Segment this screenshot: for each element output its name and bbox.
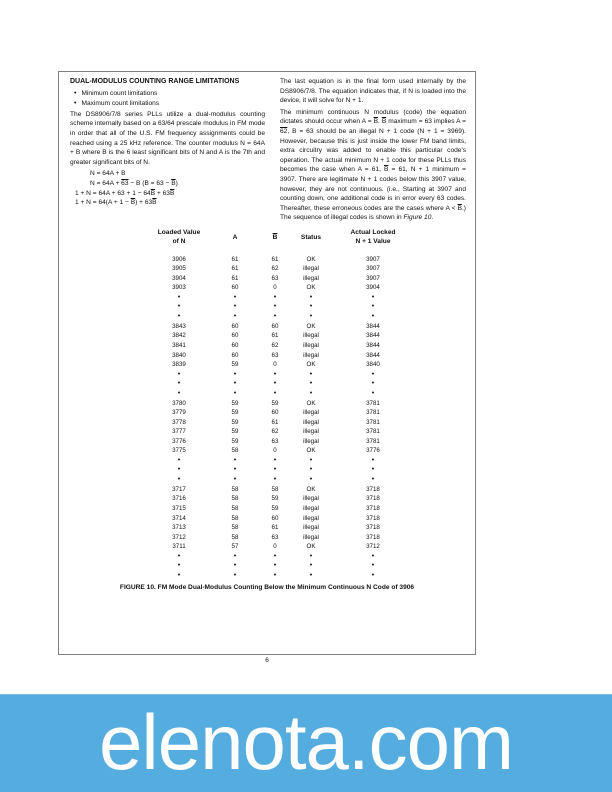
- overline-term: 62: [280, 127, 288, 135]
- table-row: [150, 283, 412, 293]
- cell-b-bar: 59: [271, 505, 279, 513]
- cell-a: 58: [231, 485, 239, 493]
- overline-term: $\overline{B}$: [384, 166, 389, 174]
- text-run: .: [377, 118, 382, 126]
- cell-loaded-value: •: [177, 552, 181, 560]
- table-row: [150, 427, 412, 437]
- cell-b-bar: •: [273, 293, 277, 301]
- cell-status: •: [309, 293, 313, 301]
- overline-term: $\overline{B}$: [373, 118, 378, 126]
- cell-b-bar: •: [273, 312, 277, 320]
- cell-b-bar: 63: [271, 437, 279, 445]
- equation-4: [70, 198, 265, 208]
- cell-a: •: [233, 456, 237, 464]
- cell-status: OK: [306, 284, 316, 292]
- overline-term: $\overline{B}$: [169, 189, 175, 197]
- cell-loaded-value: 3717: [172, 485, 186, 493]
- table-row: [150, 542, 412, 552]
- table-row: [150, 350, 412, 360]
- cell-a: 58: [231, 524, 239, 532]
- cell-status: •: [309, 370, 313, 378]
- cell-status: •: [309, 466, 313, 474]
- text-run: maximum = 63 implies A =: [386, 118, 467, 126]
- cell-b-bar: 62: [271, 428, 279, 436]
- cell-status: illegal: [303, 265, 319, 273]
- figure-caption: FIGURE 10. FM Mode Dual-Modulus Counting Below the Minimum Continuous N Code of 3906: [119, 584, 415, 591]
- cell-loaded-value: 3778: [172, 418, 186, 426]
- cell-b-bar: •: [273, 552, 277, 560]
- cell-actual-value: •: [371, 476, 375, 484]
- cell-loaded-value: 3906: [172, 255, 186, 263]
- cell-a: •: [233, 293, 237, 301]
- limitations-list: [70, 89, 265, 109]
- cell-a: 57: [231, 543, 239, 551]
- cell-a: 59: [231, 409, 239, 417]
- cell-loaded-value: •: [177, 380, 181, 388]
- cell-a: 60: [231, 284, 239, 292]
- cell-actual-value: 3718: [366, 485, 380, 493]
- cell-actual-value: 3844: [366, 351, 380, 359]
- cell-b-bar: 61: [271, 418, 279, 426]
- header-text: Loaded Value: [157, 229, 201, 236]
- overline-term: 63: [121, 179, 129, 187]
- table-row: [150, 408, 412, 418]
- left-column: [70, 77, 265, 208]
- cell-actual-value: 3781: [366, 409, 380, 417]
- text-run: .) The sequence of illegal codes is shown in: [280, 204, 466, 222]
- cell-b-bar: 0: [273, 361, 277, 369]
- header-text: of N: [172, 238, 186, 246]
- overline-term: $\overline{B}$: [457, 204, 462, 212]
- table-row: [150, 370, 412, 380]
- cell-loaded-value: 3841: [172, 341, 186, 349]
- cell-b-bar: •: [273, 476, 277, 484]
- right-column: [280, 77, 466, 225]
- header-text: N + 1 Value: [355, 238, 391, 246]
- cell-a: 59: [231, 399, 239, 407]
- cell-actual-value: 3776: [366, 447, 380, 455]
- cell-loaded-value: 3780: [172, 399, 186, 407]
- cell-status: illegal: [303, 409, 319, 417]
- table-header-row: [150, 228, 412, 254]
- cell-loaded-value: 3843: [172, 322, 186, 330]
- table-row: [150, 533, 412, 543]
- cell-b-bar: 0: [273, 543, 277, 551]
- header-b-bar: [262, 228, 288, 254]
- table-row: [150, 571, 412, 581]
- cell-b-bar: 0: [273, 447, 277, 455]
- cell-status: illegal: [303, 437, 319, 445]
- table-row: [150, 437, 412, 447]
- cell-loaded-value: 3775: [172, 447, 186, 455]
- table-row: [150, 446, 412, 456]
- header-a: A: [232, 233, 238, 241]
- cell-a: 58: [231, 447, 239, 455]
- cell-actual-value: •: [371, 466, 375, 474]
- cell-loaded-value: 3714: [172, 514, 186, 522]
- table-row: [150, 379, 412, 389]
- table-body: [150, 254, 412, 580]
- cell-b-bar: 60: [271, 409, 279, 417]
- cell-status: •: [309, 562, 313, 570]
- cell-b-bar: 62: [271, 341, 279, 349]
- cell-b-bar: •: [273, 466, 277, 474]
- cell-b-bar: 63: [271, 533, 279, 541]
- cell-actual-value: •: [371, 293, 375, 301]
- cell-actual-value: 3718: [366, 495, 380, 503]
- cell-actual-value: 3712: [366, 543, 380, 551]
- cell-status: •: [309, 303, 313, 311]
- cell-loaded-value: •: [177, 456, 181, 464]
- table-row: [150, 293, 412, 303]
- cell-b-bar: •: [273, 389, 277, 397]
- table-row: [150, 494, 412, 504]
- cell-actual-value: •: [371, 303, 375, 311]
- cell-a: •: [233, 303, 237, 311]
- cell-actual-value: 3718: [366, 505, 380, 513]
- equation-1: [70, 169, 265, 179]
- cell-actual-value: 3844: [366, 322, 380, 330]
- equation-text: ): [175, 179, 178, 187]
- cell-b-bar: 60: [271, 514, 279, 522]
- cell-status: OK: [306, 399, 316, 407]
- table-row: [150, 254, 412, 264]
- cell-actual-value: 3844: [366, 332, 380, 340]
- cell-loaded-value: 3842: [172, 332, 186, 340]
- cell-a: 58: [231, 495, 239, 503]
- cell-status: illegal: [303, 514, 319, 522]
- text-run: The minimum continuous N modulus (code) the equation dictates should occur when A =: [280, 108, 466, 126]
- cell-b-bar: 61: [271, 332, 279, 340]
- cell-b-bar: •: [273, 370, 277, 378]
- cell-status: OK: [306, 361, 316, 369]
- minimum-modulus-paragraph: [280, 108, 466, 223]
- table-row: [150, 274, 412, 284]
- table-row: [150, 485, 412, 495]
- cell-a: 58: [231, 514, 239, 522]
- table-row: [150, 398, 412, 408]
- cell-status: •: [309, 312, 313, 320]
- cell-status: illegal: [303, 533, 319, 541]
- cell-loaded-value: •: [177, 476, 181, 484]
- cell-status: OK: [306, 543, 316, 551]
- cell-a: •: [233, 562, 237, 570]
- cell-a: 60: [231, 332, 239, 340]
- header-loaded-value: [150, 228, 208, 254]
- cell-actual-value: •: [371, 572, 375, 579]
- cell-status: illegal: [303, 428, 319, 436]
- cell-a: •: [233, 552, 237, 560]
- cell-actual-value: •: [371, 380, 375, 388]
- cell-loaded-value: 3839: [172, 361, 186, 369]
- cell-b-bar: 62: [271, 265, 279, 273]
- cell-actual-value: •: [371, 312, 375, 320]
- cell-a: 59: [231, 428, 239, 436]
- cell-loaded-value: 3711: [172, 543, 186, 551]
- table-row: [150, 475, 412, 485]
- section-heading: DUAL-MODULUS COUNTING RANGE LIMITATIONS: [70, 78, 240, 85]
- cell-actual-value: •: [371, 370, 375, 378]
- bullet-item: • Maximum count limitations: [70, 99, 265, 109]
- cell-actual-value: 3844: [366, 341, 380, 349]
- cell-actual-value: •: [371, 562, 375, 570]
- cell-a: 61: [231, 265, 239, 273]
- table-row: [150, 561, 412, 571]
- cell-b-bar: •: [273, 562, 277, 570]
- table-row: [150, 331, 412, 341]
- cell-loaded-value: •: [177, 370, 181, 378]
- header-status: Status: [300, 233, 322, 241]
- banner-logo-text[interactable]: elenota.com: [99, 697, 513, 786]
- header-text: $\overline{B}$: [272, 233, 278, 241]
- overline-term: $\overline{B}$: [381, 118, 387, 126]
- table-row: [150, 264, 412, 274]
- cell-b-bar: 63: [271, 351, 279, 359]
- cell-a: 58: [231, 505, 239, 513]
- cell-status: •: [309, 389, 313, 397]
- cell-a: 60: [231, 351, 239, 359]
- cell-status: illegal: [303, 274, 319, 282]
- cell-loaded-value: •: [177, 303, 181, 311]
- cell-status: OK: [306, 485, 316, 493]
- cell-a: 60: [231, 341, 239, 349]
- table-row: [150, 360, 412, 370]
- header-actual-locked: [334, 228, 412, 254]
- cell-status: OK: [306, 322, 316, 330]
- text-run: .: [431, 214, 434, 222]
- cell-loaded-value: 3777: [172, 428, 186, 436]
- cell-b-bar: •: [273, 303, 277, 311]
- table-row: [150, 418, 412, 428]
- cell-b-bar: 58: [271, 485, 279, 493]
- cell-b-bar: •: [273, 456, 277, 464]
- table-row: [150, 322, 412, 332]
- cell-actual-value: 3907: [366, 265, 380, 273]
- equation-text: ) + 63: [135, 199, 153, 207]
- cell-loaded-value: •: [177, 572, 181, 579]
- watermark-banner: [0, 694, 612, 792]
- cell-status: •: [309, 476, 313, 484]
- cell-a: 60: [231, 322, 239, 330]
- cell-b-bar: •: [273, 572, 277, 579]
- cell-status: illegal: [303, 418, 319, 426]
- cell-actual-value: •: [371, 456, 375, 464]
- cell-b-bar: 60: [271, 322, 279, 330]
- cell-status: •: [309, 380, 313, 388]
- cell-a: 59: [231, 361, 239, 369]
- cell-a: 61: [231, 274, 239, 282]
- cell-actual-value: 3781: [366, 428, 380, 436]
- cell-status: illegal: [303, 341, 319, 349]
- figure-reference-link[interactable]: Figure 10: [403, 214, 432, 222]
- cell-loaded-value: 3905: [172, 265, 186, 273]
- equation-text: N = 64A + B: [90, 170, 126, 178]
- cell-loaded-value: •: [177, 562, 181, 570]
- cell-actual-value: 3781: [366, 437, 380, 445]
- cell-actual-value: 3781: [366, 418, 380, 426]
- cell-loaded-value: •: [177, 312, 181, 320]
- cell-b-bar: 59: [271, 399, 279, 407]
- table-row: [150, 302, 412, 312]
- cell-actual-value: 3840: [366, 361, 380, 369]
- cell-status: •: [309, 572, 313, 579]
- cell-a: •: [233, 476, 237, 484]
- cell-loaded-value: •: [177, 466, 181, 474]
- bullet-item: • Minimum count limitations: [70, 89, 265, 99]
- cell-actual-value: 3907: [366, 255, 380, 263]
- cell-a: •: [233, 572, 237, 579]
- cell-a: •: [233, 389, 237, 397]
- cell-status: illegal: [303, 332, 319, 340]
- table-row: [150, 504, 412, 514]
- cell-actual-value: 3781: [366, 399, 380, 407]
- equation-text: 1 + N = 64(A + 1 −: [75, 199, 131, 207]
- cell-a: •: [233, 466, 237, 474]
- cell-actual-value: 3718: [366, 524, 380, 532]
- cell-status: OK: [306, 255, 316, 263]
- cell-a: 58: [231, 533, 239, 541]
- cell-b-bar: 61: [271, 255, 279, 263]
- cell-loaded-value: •: [177, 293, 181, 301]
- cell-status: •: [309, 552, 313, 560]
- table-row: [150, 523, 412, 533]
- text-run: = 61, N + 1 minimum = 3907. There are legitimate N + 1 codes below this 3907 value, however, they are not continuous. (i.e., Starting at 3907 and counting down, one additional code is in error every 63 codes. Thereafter, these erroneous codes are the cases where A <: [280, 166, 466, 212]
- cell-actual-value: 3904: [366, 284, 380, 292]
- cell-status: illegal: [303, 351, 319, 359]
- cell-b-bar: 59: [271, 495, 279, 503]
- table-row: [150, 389, 412, 399]
- cell-loaded-value: 3903: [172, 284, 186, 292]
- overline-term: $\overline{B}$: [130, 199, 136, 207]
- final-form-paragraph: The last equation is in the final form used internally by the DS8906/7/8. The equation indicates that, if N is loaded into the device, it will solve for N + 1.: [280, 78, 466, 105]
- table-row: [150, 552, 412, 562]
- equation-text: 1 + N = 64A + 63 + 1 − 64: [75, 189, 151, 197]
- cell-loaded-value: 3904: [172, 274, 186, 282]
- equation-3: [70, 189, 265, 199]
- cell-loaded-value: •: [177, 389, 181, 397]
- equation-text: + 63: [155, 189, 170, 197]
- table-row: [150, 465, 412, 475]
- overline-term: $\overline{B}$: [171, 179, 176, 187]
- table-row: [150, 312, 412, 322]
- cell-actual-value: •: [371, 389, 375, 397]
- cell-a: 61: [231, 255, 239, 263]
- cell-loaded-value: 3713: [172, 524, 186, 532]
- table-row: [150, 341, 412, 351]
- cell-loaded-value: 3712: [172, 533, 186, 541]
- cell-status: illegal: [303, 495, 319, 503]
- cell-loaded-value: 3779: [172, 409, 186, 417]
- cell-loaded-value: 3840: [172, 351, 186, 359]
- equation-2: [70, 179, 265, 189]
- cell-loaded-value: 3716: [172, 495, 186, 503]
- table-row: [150, 456, 412, 466]
- cell-a: •: [233, 312, 237, 320]
- cell-a: •: [233, 370, 237, 378]
- cell-loaded-value: 3715: [172, 505, 186, 513]
- cell-status: •: [309, 456, 313, 464]
- cell-status: illegal: [303, 505, 319, 513]
- cell-actual-value: 3718: [366, 533, 380, 541]
- equation-text: N = 64A +: [90, 179, 122, 187]
- intro-paragraph: The DS8906/7/8 series PLLs utilize a dual-modulus counting scheme internally based on a 63/64 prescale modulus in FM mode in order that all of the U.S. FM frequency assignments could be reached using a 25 kHz reference. The counter modulus N = 64A + B where B is the 6 least significant bits of N and A is the 7th and greater significant bits of N.: [70, 110, 265, 166]
- cell-status: illegal: [303, 524, 319, 532]
- page-number: 6: [265, 657, 269, 664]
- table-row: [150, 513, 412, 523]
- header-text: Actual Locked: [350, 229, 396, 236]
- text-run: , B = 63 should be an illegal N + 1 code (N + 1 = 3969). However, because this is just inside the lower FM band limits, extra circuitry was added to enable this particular code's operation. The actual minimum N + 1 code for these PLLs thus becomes the case when A = 61,: [280, 127, 466, 174]
- cell-b-bar: 63: [271, 274, 279, 282]
- overline-term: $\overline{B}$: [152, 199, 157, 207]
- illegal-codes-table: [150, 228, 412, 581]
- cell-b-bar: 0: [273, 284, 277, 292]
- cell-a: •: [233, 380, 237, 388]
- cell-b-bar: 61: [271, 524, 279, 532]
- cell-actual-value: 3718: [366, 514, 380, 522]
- cell-a: 59: [231, 437, 239, 445]
- cell-actual-value: 3907: [366, 274, 380, 282]
- overline-term: $\overline{B}$: [150, 189, 156, 197]
- cell-loaded-value: 3776: [172, 437, 186, 445]
- cell-actual-value: •: [371, 552, 375, 560]
- cell-b-bar: •: [273, 380, 277, 388]
- cell-a: 59: [231, 418, 239, 426]
- cell-status: OK: [306, 447, 316, 455]
- equation-text: − B (B = 63 −: [128, 179, 172, 187]
